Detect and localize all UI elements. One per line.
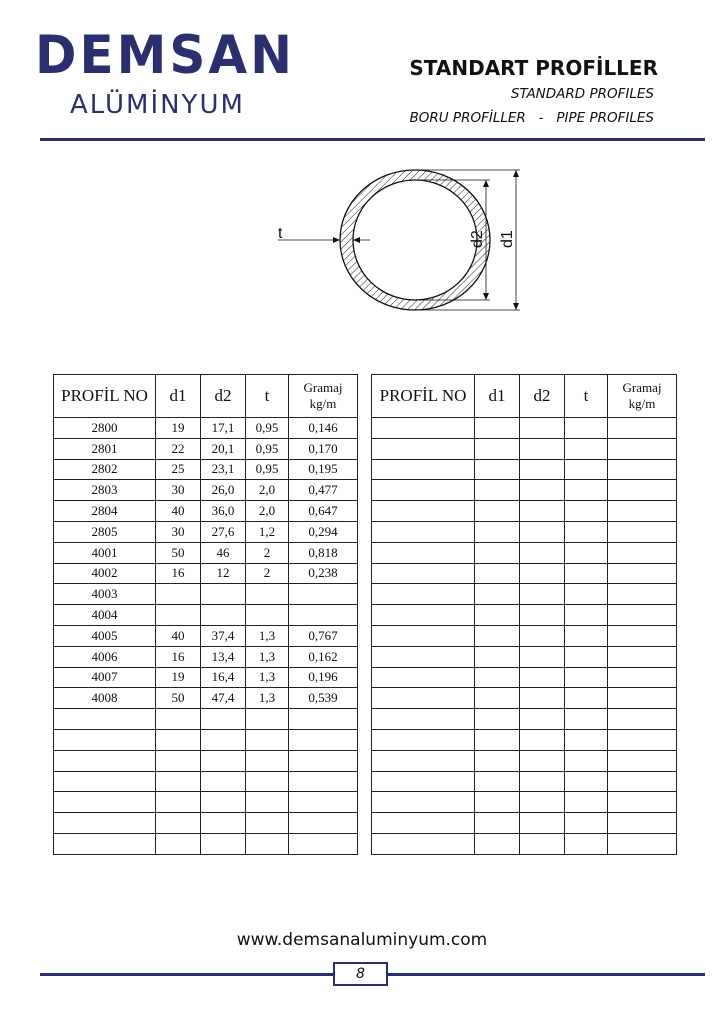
table-row [372,833,677,854]
table-row [54,688,358,709]
table-row [372,729,677,750]
t-cell [246,833,289,854]
column-header-t: t [565,375,608,418]
profile-no-cell [372,729,475,750]
d2-cell [520,771,565,792]
d2-cell [201,792,246,813]
table-row [54,813,358,834]
gramaj-cell [608,459,677,480]
d1-cell [475,646,520,667]
table-row [372,750,677,771]
gramaj-cell [608,480,677,501]
d2-cell [520,833,565,854]
gramaj-cell [608,584,677,605]
profile-no-cell [372,625,475,646]
gramaj-cell: 0,647 [289,501,358,522]
profile-no-cell [54,771,156,792]
profile-no-cell [372,833,475,854]
table-row [372,646,677,667]
profile-no-cell: 2805 [54,521,156,542]
page-title: STANDART PROFİLLER [409,56,658,80]
d1-cell [156,729,201,750]
d2-cell [520,418,565,439]
d2-cell [520,625,565,646]
table-row [54,521,358,542]
d1-cell [475,688,520,709]
profile-no-cell [372,667,475,688]
t-cell [246,771,289,792]
profile-no-cell [372,792,475,813]
d1-cell: 40 [156,625,201,646]
table-row [372,480,677,501]
gramaj-cell [289,605,358,626]
gramaj-cell: 0,195 [289,459,358,480]
t-cell [246,729,289,750]
gramaj-cell [608,688,677,709]
d1-cell [475,750,520,771]
table-row [54,605,358,626]
d2-cell [201,771,246,792]
gramaj-cell [608,729,677,750]
profile-no-cell: 4008 [54,688,156,709]
d2-cell [520,646,565,667]
profile-no-cell: 4004 [54,605,156,626]
t-cell [565,418,608,439]
d2-cell [520,709,565,730]
d2-cell [520,542,565,563]
table-row [372,771,677,792]
d2-cell [201,833,246,854]
d2-cell: 26,0 [201,480,246,501]
table-row [54,646,358,667]
profile-no-cell: 4003 [54,584,156,605]
gramaj-cell: 0,170 [289,438,358,459]
table-row [372,563,677,584]
profile-no-cell [54,729,156,750]
column-header-d2: d2 [520,375,565,418]
table-row [54,480,358,501]
d1-cell [156,833,201,854]
d1-cell [475,625,520,646]
column-header-gramaj: Gramaj kg/m [608,375,677,418]
t-cell [246,709,289,730]
d1-cell [475,605,520,626]
table-row [54,542,358,563]
profile-no-cell: 2802 [54,459,156,480]
d2-cell: 27,6 [201,521,246,542]
table-row [372,667,677,688]
table-row [54,459,358,480]
gramaj-cell [289,833,358,854]
d1-cell [156,813,201,834]
table-row [54,438,358,459]
d1-cell: 19 [156,667,201,688]
d2-cell: 23,1 [201,459,246,480]
d1-cell [475,480,520,501]
gramaj-cell [289,813,358,834]
d2-cell [520,480,565,501]
gramaj-cell [608,792,677,813]
d2-cell: 37,4 [201,625,246,646]
profile-no-cell: 4006 [54,646,156,667]
gramaj-cell [289,792,358,813]
gramaj-cell [608,438,677,459]
d1-cell [475,584,520,605]
t-cell [565,584,608,605]
gramaj-cell [608,709,677,730]
gramaj-cell: 0,477 [289,480,358,501]
logo-main-text: DEMSAN [35,24,295,86]
d2-cell [201,750,246,771]
d2-cell: 36,0 [201,501,246,522]
d2-cell: 47,4 [201,688,246,709]
d1-cell [475,542,520,563]
table-row [372,709,677,730]
d1-cell [156,709,201,730]
table-row [54,709,358,730]
d1-cell [475,418,520,439]
table-row [54,729,358,750]
t-cell [565,667,608,688]
table-row [54,667,358,688]
gramaj-cell: 0,767 [289,625,358,646]
t-label: t [278,225,283,242]
d1-cell [475,501,520,522]
d2-cell: 17,1 [201,418,246,439]
d1-cell: 16 [156,563,201,584]
t-cell: 1,3 [246,667,289,688]
gramaj-cell [608,501,677,522]
profile-no-cell: 2801 [54,438,156,459]
profile-no-cell [372,521,475,542]
t-cell [565,709,608,730]
profile-no-cell [372,709,475,730]
d2-cell [520,729,565,750]
table-row [54,563,358,584]
column-header-profile-no: PROFİL NO [372,375,475,418]
t-cell: 0,95 [246,418,289,439]
t-cell [565,646,608,667]
d2-label: d2 [469,230,486,248]
table-row [372,418,677,439]
d1-cell [475,709,520,730]
t-cell [565,480,608,501]
logo-sub-text: ALÜMİNYUM [70,90,245,120]
profile-no-cell [54,750,156,771]
t-cell [565,688,608,709]
profile-no-cell [54,833,156,854]
d2-cell [520,584,565,605]
column-header-d2: d2 [201,375,246,418]
d2-cell [201,813,246,834]
profile-no-cell: 4001 [54,542,156,563]
d2-cell [520,792,565,813]
d1-cell [156,792,201,813]
t-cell [246,813,289,834]
gramaj-cell: 0,196 [289,667,358,688]
d1-cell: 16 [156,646,201,667]
profile-no-cell [372,750,475,771]
d2-cell: 13,4 [201,646,246,667]
gramaj-cell [608,750,677,771]
d2-cell [201,605,246,626]
gramaj-cell: 0,294 [289,521,358,542]
d1-cell: 22 [156,438,201,459]
d1-cell [475,833,520,854]
profile-no-cell [54,709,156,730]
t-cell: 2 [246,542,289,563]
table-row [54,792,358,813]
gramaj-cell: 0,146 [289,418,358,439]
t-cell [565,459,608,480]
profile-no-cell [372,563,475,584]
d1-cell [475,792,520,813]
d2-cell [520,813,565,834]
d2-cell [520,667,565,688]
table-row [372,625,677,646]
gramaj-cell [289,750,358,771]
profile-no-cell: 2804 [54,501,156,522]
profile-no-cell [372,813,475,834]
t-cell [565,563,608,584]
profile-no-cell [54,792,156,813]
d1-cell [475,771,520,792]
d1-cell: 25 [156,459,201,480]
d2-cell [520,688,565,709]
gramaj-cell [608,605,677,626]
profile-no-cell [372,584,475,605]
d2-cell [520,750,565,771]
t-cell [565,813,608,834]
table-row [372,542,677,563]
d2-cell [201,584,246,605]
profile-no-cell [372,605,475,626]
d2-cell: 16,4 [201,667,246,688]
profile-no-cell [372,501,475,522]
gramaj-cell [289,709,358,730]
t-cell [565,501,608,522]
d1-cell [475,729,520,750]
d2-cell [520,521,565,542]
t-cell [246,792,289,813]
t-cell [565,605,608,626]
gramaj-cell: 0,818 [289,542,358,563]
profile-no-cell [372,418,475,439]
gramaj-cell: 0,238 [289,563,358,584]
d1-cell [156,605,201,626]
d2-cell [201,729,246,750]
profile-no-cell: 2803 [54,480,156,501]
t-cell [565,833,608,854]
d1-cell [475,438,520,459]
t-cell: 1,2 [246,521,289,542]
profile-table-left [53,374,358,855]
d1-cell: 30 [156,480,201,501]
page-number: 8 [333,962,388,986]
gramaj-cell: 0,162 [289,646,358,667]
column-header-d1: d1 [475,375,520,418]
profile-no-cell: 2800 [54,418,156,439]
d1-cell: 50 [156,688,201,709]
profile-no-cell [54,813,156,834]
gramaj-cell [608,646,677,667]
page-subtitle-category: BORU PROFİLLER - PIPE PROFILES [409,110,654,126]
gramaj-cell [608,542,677,563]
t-cell [565,625,608,646]
d2-cell: 12 [201,563,246,584]
d1-cell [156,584,201,605]
gramaj-cell [289,584,358,605]
table-row [54,501,358,522]
website-url[interactable]: www.demsanaluminyum.com [236,930,488,950]
gramaj-cell: 0,539 [289,688,358,709]
table-row [372,438,677,459]
gramaj-cell [289,771,358,792]
t-cell [565,750,608,771]
d2-cell [520,563,565,584]
d2-cell [520,501,565,522]
gramaj-cell [289,729,358,750]
d1-cell [475,813,520,834]
table-row [372,459,677,480]
gramaj-cell [608,625,677,646]
profile-no-cell [372,459,475,480]
t-cell: 2,0 [246,501,289,522]
t-cell: 1,3 [246,646,289,667]
d1-cell: 40 [156,501,201,522]
table-row [54,418,358,439]
d1-cell: 50 [156,542,201,563]
d1-cell [156,750,201,771]
table-row [54,584,358,605]
t-cell [565,729,608,750]
table-row [372,688,677,709]
d1-label: d1 [499,230,516,248]
d1-cell: 19 [156,418,201,439]
profile-no-cell: 4002 [54,563,156,584]
d2-cell [520,438,565,459]
t-cell: 1,3 [246,625,289,646]
d2-cell [520,459,565,480]
d2-cell: 46 [201,542,246,563]
t-cell: 1,3 [246,688,289,709]
profile-no-cell [372,771,475,792]
table-row [54,625,358,646]
t-cell: 2 [246,563,289,584]
t-cell [565,542,608,563]
profile-no-cell [372,438,475,459]
table-row [54,771,358,792]
t-cell [246,605,289,626]
d2-cell [201,709,246,730]
table-row [372,813,677,834]
t-cell [565,438,608,459]
profile-no-cell [372,542,475,563]
table-row [372,584,677,605]
t-cell [565,521,608,542]
gramaj-cell [608,563,677,584]
t-cell: 0,95 [246,459,289,480]
table-row [372,521,677,542]
t-cell: 2,0 [246,480,289,501]
gramaj-cell [608,521,677,542]
column-header-gramaj: Gramaj kg/m [289,375,358,418]
profile-no-cell [372,688,475,709]
table-row [372,501,677,522]
d1-cell [475,521,520,542]
profile-no-cell: 4005 [54,625,156,646]
gramaj-cell [608,833,677,854]
d1-cell: 30 [156,521,201,542]
profile-no-cell: 4007 [54,667,156,688]
d2-cell [520,605,565,626]
gramaj-cell [608,667,677,688]
t-cell [565,792,608,813]
d1-cell [475,459,520,480]
table-row [372,605,677,626]
d1-cell [156,771,201,792]
profile-no-cell [372,480,475,501]
t-cell [246,584,289,605]
pipe-cross-section-diagram [260,160,540,330]
d1-cell [475,563,520,584]
profile-table-right [371,374,677,855]
d2-cell: 20,1 [201,438,246,459]
t-cell [565,771,608,792]
d1-cell [475,667,520,688]
table-row [54,750,358,771]
gramaj-cell [608,771,677,792]
table-row [372,792,677,813]
profile-no-cell [372,646,475,667]
t-cell: 0,95 [246,438,289,459]
column-header-profile-no: PROFİL NO [54,375,156,418]
gramaj-cell [608,418,677,439]
header-divider [40,138,705,141]
column-header-d1: d1 [156,375,201,418]
gramaj-cell [608,813,677,834]
page-subtitle-english: STANDARD PROFILES [510,86,654,102]
table-row [54,833,358,854]
column-header-t: t [246,375,289,418]
t-cell [246,750,289,771]
